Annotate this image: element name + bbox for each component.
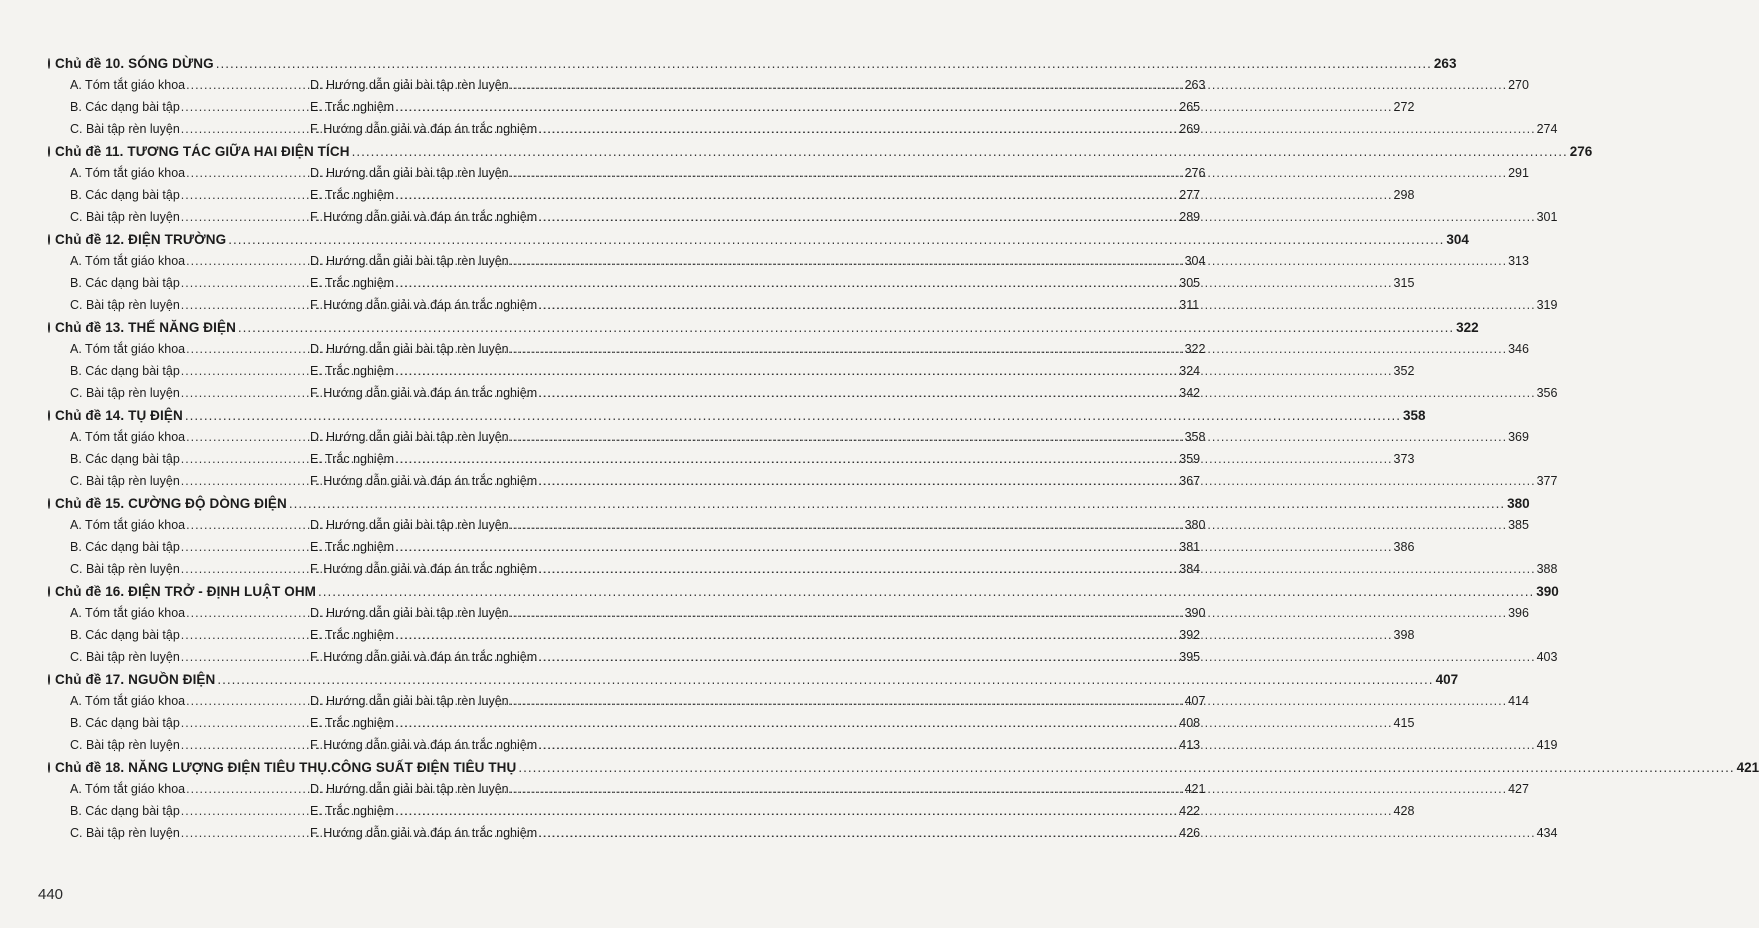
dot-leader <box>538 386 1535 400</box>
entry-page-number: 373 <box>1393 452 1415 466</box>
entry-page-number: 398 <box>1393 628 1415 642</box>
entry-page-number: 408 <box>1179 716 1201 730</box>
dot-leader <box>289 496 1505 511</box>
entry-page-number: 396 <box>1508 606 1529 620</box>
entry-page-number: 390 <box>1184 606 1206 620</box>
entry-label: C. Bài tập rèn luyện <box>70 650 180 664</box>
dot-leader <box>395 188 1392 202</box>
entry-label: C. Bài tập rèn luyện <box>70 210 180 224</box>
entry-label: E. Trắc nghiệm <box>310 716 395 730</box>
entry-page-number: 359 <box>1179 452 1201 466</box>
entry-page-number: 342 <box>1179 386 1201 400</box>
entry-label: A. Tóm tắt giáo khoa <box>70 782 186 796</box>
toc-entry[interactable] <box>310 694 1529 708</box>
entry-page-number: 277 <box>1179 188 1201 202</box>
entry-page-number: 414 <box>1508 694 1529 708</box>
toc-entry[interactable] <box>310 628 1414 642</box>
toc-entry[interactable] <box>310 364 1414 378</box>
entry-label: D. Hướng dẫn giải bài tập rèn luyện <box>310 782 509 796</box>
toc-topic <box>48 496 1558 584</box>
entry-label: A. Tóm tắt giáo khoa <box>70 78 186 92</box>
toc-entry[interactable] <box>310 276 1414 290</box>
toc-entry-row <box>48 452 1415 474</box>
circle-bullet-icon <box>48 498 50 509</box>
dot-leader <box>510 782 1507 796</box>
entry-label: E. Trắc nghiệm <box>310 276 395 290</box>
toc-entry[interactable] <box>310 122 1557 136</box>
topic-title: Chủ đề 14. TỤ ĐIỆN <box>55 408 183 423</box>
entry-page-number: 291 <box>1508 166 1529 180</box>
entry-label: B. Các dạng bài tập <box>70 716 180 730</box>
entry-page-number: 315 <box>1393 276 1415 290</box>
toc-entry[interactable] <box>310 650 1557 664</box>
toc-entry[interactable] <box>310 342 1529 356</box>
entry-page-number: 367 <box>1179 474 1201 488</box>
topic-heading[interactable] <box>48 496 1530 518</box>
entry-page-number: 421 <box>1184 782 1206 796</box>
topic-heading[interactable] <box>48 408 1426 430</box>
entry-page-number: 272 <box>1393 100 1415 114</box>
entry-label: F. Hướng dẫn giải và đáp án trắc nghiệm <box>310 650 538 664</box>
topic-page-number: 322 <box>1456 320 1479 335</box>
topic-title: Chủ đề 12. ĐIỆN TRƯỜNG <box>55 232 227 247</box>
entry-page-number: 274 <box>1536 122 1558 136</box>
toc-entry[interactable] <box>310 100 1414 114</box>
topic-page-number: 276 <box>1569 144 1593 159</box>
entry-label: C. Bài tập rèn luyện <box>70 738 180 752</box>
dot-leader <box>510 78 1507 92</box>
entry-page-number: 324 <box>1179 364 1201 378</box>
dot-leader <box>217 672 1433 687</box>
dot-leader <box>395 100 1392 114</box>
topic-page-number: 407 <box>1435 672 1459 687</box>
dot-leader <box>395 452 1392 466</box>
page-number: 440 <box>38 886 64 903</box>
toc-topic <box>48 672 1558 760</box>
topic-title: Chủ đề 16. ĐIỆN TRỞ - ĐỊNH LUẬT OHM <box>55 584 317 599</box>
toc-entry-row <box>48 188 1415 210</box>
toc-entry-row <box>48 826 1558 848</box>
dot-leader <box>395 276 1392 290</box>
topic-title: Chủ đề 17. NGUỒN ĐIỆN <box>55 672 216 687</box>
toc-entry-row <box>48 342 1529 364</box>
entry-page-number: 313 <box>1508 254 1529 268</box>
entry-page-number: 269 <box>1179 122 1201 136</box>
circle-bullet-icon <box>48 146 50 157</box>
toc-entry-row <box>48 430 1529 452</box>
dot-leader <box>395 540 1392 554</box>
topic-title: Chủ đề 15. CƯỜNG ĐỘ DÒNG ĐIỆN <box>55 496 287 511</box>
entry-page-number: 298 <box>1393 188 1415 202</box>
entry-label: D. Hướng dẫn giải bài tập rèn luyện <box>310 518 509 532</box>
toc-entry-row <box>48 628 1415 650</box>
topic-heading[interactable] <box>48 320 1479 342</box>
entry-label: D. Hướng dẫn giải bài tập rèn luyện <box>310 78 509 92</box>
entry-label: E. Trắc nghiệm <box>310 100 395 114</box>
dot-leader <box>510 518 1507 532</box>
toc-entry[interactable] <box>310 166 1529 180</box>
entry-label: D. Hướng dẫn giải bài tập rèn luyện <box>310 342 509 356</box>
entry-label: E. Trắc nghiệm <box>310 540 395 554</box>
toc-entry[interactable] <box>310 804 1414 818</box>
entry-label: E. Trắc nghiệm <box>310 452 395 466</box>
entry-page-number: 415 <box>1393 716 1415 730</box>
entry-page-number: 311 <box>1179 298 1200 312</box>
toc-entry-row <box>48 276 1415 298</box>
toc-entry[interactable] <box>310 298 1557 312</box>
entry-label: D. Hướng dẫn giải bài tập rèn luyện <box>310 166 509 180</box>
dot-leader <box>538 562 1535 576</box>
toc-entry[interactable] <box>310 188 1414 202</box>
toc-entry-row <box>48 254 1529 276</box>
toc-entry[interactable] <box>310 452 1414 466</box>
dot-leader <box>510 254 1507 268</box>
toc-entry-row <box>48 782 1529 804</box>
entry-page-number: 386 <box>1393 540 1415 554</box>
entry-page-number: 422 <box>1179 804 1201 818</box>
entry-page-number: 428 <box>1393 804 1415 818</box>
toc-entry-row <box>48 78 1529 100</box>
dot-leader <box>538 826 1535 840</box>
dot-leader <box>538 298 1535 312</box>
topic-page-number: 358 <box>1403 408 1426 423</box>
dot-leader <box>395 716 1392 730</box>
topic-heading[interactable] <box>48 144 1593 166</box>
entry-page-number: 395 <box>1179 650 1201 664</box>
entry-page-number: 346 <box>1508 342 1529 356</box>
entry-page-number: 381 <box>1179 540 1201 554</box>
entry-label: F. Hướng dẫn giải và đáp án trắc nghiệm <box>310 474 538 488</box>
dot-leader <box>538 210 1535 224</box>
entry-page-number: 426 <box>1179 826 1201 840</box>
toc-entry-row <box>48 166 1529 188</box>
toc-topic <box>48 408 1558 496</box>
dot-leader <box>395 628 1392 642</box>
entry-page-number: 385 <box>1508 518 1529 532</box>
dot-leader <box>510 430 1507 444</box>
entry-label: A. Tóm tắt giáo khoa <box>70 430 186 444</box>
entry-label: B. Các dạng bài tập <box>70 628 180 642</box>
entry-label: A. Tóm tắt giáo khoa <box>70 694 186 708</box>
entry-page-number: 356 <box>1536 386 1558 400</box>
entry-page-number: 322 <box>1184 342 1206 356</box>
circle-bullet-icon <box>48 586 50 597</box>
toc-entry-row <box>48 606 1529 628</box>
entry-label: D. Hướng dẫn giải bài tập rèn luyện <box>310 694 509 708</box>
circle-bullet-icon <box>48 322 50 333</box>
dot-leader <box>216 56 1432 71</box>
entry-page-number: 427 <box>1508 782 1529 796</box>
toc-entry-row <box>48 562 1558 584</box>
entry-label: F. Hướng dẫn giải và đáp án trắc nghiệm <box>310 738 538 752</box>
toc-entry-row <box>48 694 1529 716</box>
topic-title: Chủ đề 10. SÓNG DỪNG <box>55 56 214 71</box>
entry-page-number: 377 <box>1536 474 1558 488</box>
entry-page-number: 369 <box>1508 430 1529 444</box>
entry-page-number: 263 <box>1184 78 1206 92</box>
entry-label: C. Bài tập rèn luyện <box>70 474 180 488</box>
topic-heading[interactable] <box>48 56 1457 78</box>
entry-label: F. Hướng dẫn giải và đáp án trắc nghiệm <box>310 562 538 576</box>
entry-label: E. Trắc nghiệm <box>310 628 395 642</box>
toc-entry-row <box>48 298 1558 320</box>
entry-label: D. Hướng dẫn giải bài tập rèn luyện <box>310 254 509 268</box>
entry-label: B. Các dạng bài tập <box>70 276 180 290</box>
toc-entry-row <box>48 540 1415 562</box>
toc-topic <box>48 584 1559 672</box>
entry-label: B. Các dạng bài tập <box>70 540 180 554</box>
toc-entry-row <box>48 716 1415 738</box>
entry-label: F. Hướng dẫn giải và đáp án trắc nghiệm <box>310 386 538 400</box>
entry-label: A. Tóm tắt giáo khoa <box>70 166 186 180</box>
entry-label: B. Các dạng bài tập <box>70 804 180 818</box>
entry-label: B. Các dạng bài tập <box>70 364 180 378</box>
dot-leader <box>510 342 1507 356</box>
toc-topic <box>48 232 1558 320</box>
topic-heading[interactable] <box>48 584 1559 606</box>
toc-entry[interactable] <box>310 386 1557 400</box>
entry-page-number: 319 <box>1536 298 1558 312</box>
dot-leader <box>538 474 1535 488</box>
toc-entry[interactable] <box>310 474 1557 488</box>
entry-label: B. Các dạng bài tập <box>70 100 180 114</box>
entry-page-number: 305 <box>1179 276 1201 290</box>
toc-entry-row <box>48 804 1415 826</box>
dot-leader <box>518 760 1734 775</box>
entry-label: F. Hướng dẫn giải và đáp án trắc nghiệm <box>310 210 538 224</box>
topic-page-number: 380 <box>1507 496 1530 511</box>
toc-entry[interactable] <box>310 738 1557 752</box>
toc-entry[interactable] <box>310 210 1557 224</box>
entry-page-number: 380 <box>1184 518 1206 532</box>
circle-bullet-icon <box>48 762 50 773</box>
dot-leader <box>510 694 1507 708</box>
entry-label: D. Hướng dẫn giải bài tập rèn luyện <box>310 606 509 620</box>
entry-page-number: 270 <box>1508 78 1529 92</box>
entry-page-number: 407 <box>1184 694 1206 708</box>
entry-label: E. Trắc nghiệm <box>310 804 395 818</box>
toc-entry[interactable] <box>310 540 1414 554</box>
topic-heading[interactable] <box>48 760 1759 782</box>
toc-entry-row <box>48 386 1558 408</box>
entry-label: A. Tóm tắt giáo khoa <box>70 254 186 268</box>
entry-label: F. Hướng dẫn giải và đáp án trắc nghiệm <box>310 122 538 136</box>
dot-leader <box>395 804 1392 818</box>
toc-entry[interactable] <box>310 254 1529 268</box>
entry-label: C. Bài tập rèn luyện <box>70 826 180 840</box>
topic-page-number: 263 <box>1433 56 1457 71</box>
entry-label: E. Trắc nghiệm <box>310 364 395 378</box>
toc-entry[interactable] <box>310 562 1557 576</box>
entry-page-number: 276 <box>1184 166 1206 180</box>
entry-label: C. Bài tập rèn luyện <box>70 386 180 400</box>
dot-leader <box>538 122 1535 136</box>
circle-bullet-icon <box>48 674 50 685</box>
entry-page-number: 304 <box>1184 254 1206 268</box>
entry-label: C. Bài tập rèn luyện <box>70 298 180 312</box>
entry-page-number: 358 <box>1184 430 1206 444</box>
dot-leader <box>538 738 1535 752</box>
toc-entry-row <box>48 210 1558 232</box>
entry-page-number: 301 <box>1536 210 1558 224</box>
toc-entry[interactable] <box>310 716 1414 730</box>
topic-title: Chủ đề 18. NĂNG LƯỢNG ĐIỆN TIÊU THỤ.CÔNG SUẤT ĐIỆN TIÊU THỤ <box>55 760 517 775</box>
topic-page-number: 304 <box>1446 232 1469 247</box>
toc-entry-row <box>48 364 1415 386</box>
toc-entry-row <box>48 518 1529 540</box>
circle-bullet-icon <box>48 410 50 421</box>
entry-page-number: 384 <box>1179 562 1201 576</box>
toc-entry-row <box>48 474 1558 496</box>
toc-entry-row <box>48 100 1415 122</box>
entry-page-number: 419 <box>1536 738 1558 752</box>
toc-entry[interactable] <box>310 606 1529 620</box>
entry-label: A. Tóm tắt giáo khoa <box>70 606 186 620</box>
dot-leader <box>395 364 1392 378</box>
entry-page-number: 403 <box>1536 650 1558 664</box>
toc-topic <box>48 320 1558 408</box>
entry-label: F. Hướng dẫn giải và đáp án trắc nghiệm <box>310 826 538 840</box>
toc-entry[interactable] <box>310 430 1529 444</box>
entry-label: B. Các dạng bài tập <box>70 188 180 202</box>
entry-label: D. Hướng dẫn giải bài tập rèn luyện <box>310 430 509 444</box>
dot-leader <box>185 408 1401 423</box>
entry-label: C. Bài tập rèn luyện <box>70 562 180 576</box>
topic-heading[interactable] <box>48 232 1469 254</box>
entry-label: F. Hướng dẫn giải và đáp án trắc nghiệm <box>310 298 538 312</box>
topic-page-number: 390 <box>1536 584 1559 599</box>
dot-leader <box>510 606 1507 620</box>
dot-leader <box>318 584 1534 599</box>
topic-title: Chủ đề 11. TƯƠNG TÁC GIỮA HAI ĐIỆN TÍCH <box>55 144 350 159</box>
table-of-contents <box>48 56 1759 848</box>
toc-topic <box>48 144 1593 232</box>
entry-page-number: 388 <box>1536 562 1558 576</box>
dot-leader <box>510 166 1507 180</box>
entry-page-number: 392 <box>1179 628 1201 642</box>
toc-topic <box>48 56 1558 144</box>
dot-leader <box>238 320 1454 335</box>
entry-label: C. Bài tập rèn luyện <box>70 122 180 136</box>
dot-leader <box>352 144 1568 159</box>
toc-topic <box>48 760 1759 848</box>
toc-entry-row <box>48 650 1558 672</box>
entry-page-number: 289 <box>1179 210 1201 224</box>
toc-entry-row <box>48 738 1558 760</box>
entry-label: B. Các dạng bài tập <box>70 452 180 466</box>
entry-page-number: 434 <box>1536 826 1558 840</box>
entry-page-number: 352 <box>1393 364 1415 378</box>
toc-entry-row <box>48 122 1558 144</box>
toc-entry[interactable] <box>310 782 1529 796</box>
entry-page-number: 413 <box>1179 738 1201 752</box>
topic-page-number: 421 <box>1736 760 1759 775</box>
circle-bullet-icon <box>48 234 50 245</box>
entry-label: A. Tóm tắt giáo khoa <box>70 518 186 532</box>
entry-label: E. Trắc nghiệm <box>310 188 395 202</box>
toc-entry[interactable] <box>310 518 1529 532</box>
topic-title: Chủ đề 13. THẾ NĂNG ĐIỆN <box>55 320 236 335</box>
circle-bullet-icon <box>48 58 50 69</box>
toc-entry[interactable] <box>310 826 1557 840</box>
dot-leader <box>538 650 1535 664</box>
toc-entry[interactable] <box>310 78 1529 92</box>
dot-leader <box>228 232 1444 247</box>
entry-label: A. Tóm tắt giáo khoa <box>70 342 186 356</box>
topic-heading[interactable] <box>48 672 1459 694</box>
entry-page-number: 265 <box>1179 100 1201 114</box>
